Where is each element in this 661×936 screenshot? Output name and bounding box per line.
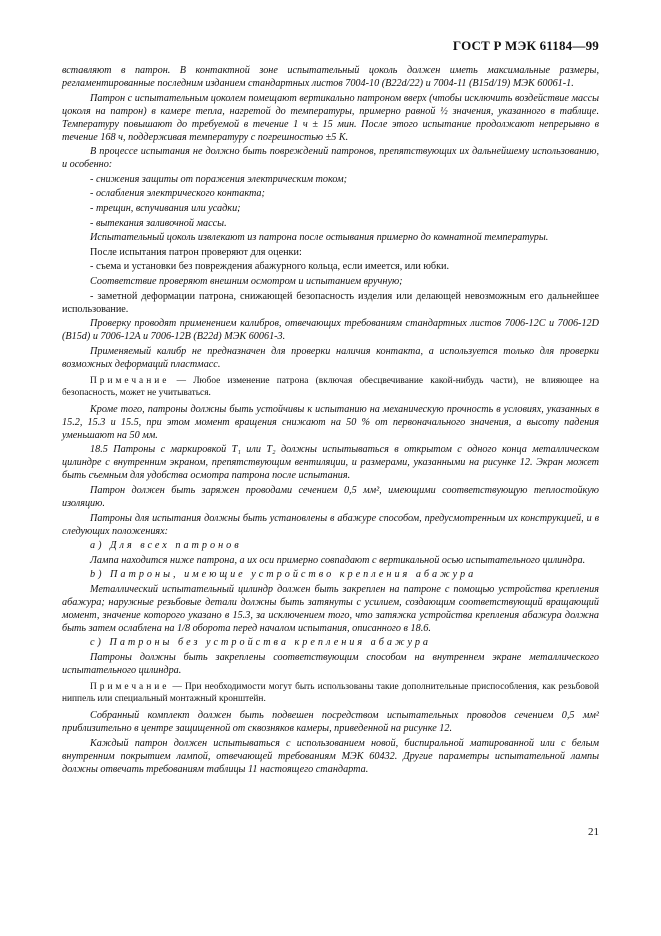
- paragraph-no-damage: В процессе испытания не должно быть повреждений патронов, препятствующих их дальнейшему использованию, и особенно:: [62, 146, 599, 171]
- note-text: — Любое изменение патрона (включая обесцвечивание какой-нибудь части), не влияющее на безопасность, может не учитываться.: [62, 375, 599, 398]
- item-a-heading: а) Для всех патронов: [90, 540, 242, 552]
- paragraph-gauge-note: Применяемый калибр не предназначен для проверки наличия контакта, а используется только для проверки возможных деформаций пластмасс.: [62, 345, 599, 370]
- list-item: - заметной деформации патрона, снижающей безопасность изделия или делающей невозможным его дальнейшее использование.: [62, 290, 599, 315]
- standard-header: ГОСТ Р МЭК 61184—99: [452, 38, 599, 53]
- paragraph-compliance: Соответствие проверяют внешним осмотром и испытанием вручную;: [90, 275, 403, 287]
- note: [62, 375, 599, 399]
- list-item: - съема и установки без повреждения абажурного кольца, если имеется, или юбки.: [90, 261, 450, 273]
- list-item: - снижения защиты от поражения электрическим током;: [90, 173, 347, 185]
- note-label: Примечание: [90, 375, 170, 386]
- paragraph-wiring: Патрон должен быть заряжен проводами сечением 0,5 мм², имеющими соответствующую теплостойкую изоляцию.: [62, 484, 599, 509]
- note-label: Примечание: [90, 682, 170, 693]
- clause-18-5: 18.5 Патроны с маркировкой T₁ или T₂ должны испытываться в открытом с одного конца металлическом цилиндре с внутренним экраном, препятствующим вентиляции, и размерами, указанными на рисунке 12. Экран может быть съемным для удобства осмотра патрона после испытания.: [62, 444, 599, 482]
- document-body: [62, 64, 599, 777]
- note-text: — При необходимости могут быть использованы такие дополнительные приспособления, как резьбовой ниппель или специальный монтажный кронштейн.: [62, 682, 599, 705]
- list-item: - ослабления электрического контакта;: [90, 188, 265, 200]
- paragraph-positions: Патроны для испытания должны быть установлены в абажуре способом, предусмотренным их конструкцией, и в следующих положениях:: [62, 512, 599, 537]
- item-c-heading: с) Патроны без устройства крепления абажура: [90, 637, 432, 649]
- paragraph-lamp: Каждый патрон должен испытываться с использованием новой, биспиральной матированной или с белым внутренним покрытием лампой, отвечающей требованиям МЭК 60432. Другие параметры испытательной лампы должны отвечать требованиям таблицы 11 настоящего стандарта.: [62, 737, 599, 775]
- page-number: 21: [588, 826, 599, 838]
- item-a-text: Лампа находится ниже патрона, а их оси примерно совпадают с вертикальной осью испытательного цилиндра.: [90, 554, 586, 566]
- list-item: - трещин, вспучивания или усадки;: [90, 202, 241, 214]
- item-c-text: Патроны должны быть закреплены соответствующим способом на внутреннем экране металлического испытательного цилиндра.: [62, 652, 599, 677]
- item-b-text: Металлический испытательный цилиндр должен быть закреплен на патроне с помощью устройства крепления абажура; наружные резьбовые детали должны быть затянуты с усилием, создающим соответствующий вращающий момент, значение которого указано в 15.3, за исключением того, что затяжка устройства крепления абажура должна быть затем ослаблена на 1/8 оборота перед началом испытания, описанного в 18.6.: [62, 583, 599, 634]
- item-b-heading: b) Патроны, имеющие устройство крепления абажура: [90, 569, 477, 581]
- paragraph-check: После испытания патрон проверяют для оценки:: [90, 246, 302, 258]
- paragraph-remove-base: Испытательный цоколь извлекают из патрона после остывания примерно до комнатной температуры.: [90, 232, 549, 244]
- paragraph-mechanical: Кроме того, патроны должны быть устойчивы к испытанию на механическую прочность в условиях, указанных в 15.2, 15.3 и 15.5, при этом момент вращения снижают на 50 % от первоначального значения, а высоту падения уменьшают на 50 мм.: [62, 403, 599, 441]
- paragraph-heat-test: Патрон с испытательным цоколем помещают вертикально патроном вверх (чтобы исключить воздействие массы цоколя на патрон) в камере тепла, нагретой до температуры, примерно равной ½ значения, указанного в таблице. Температуру повышают до требуемой в течение 1 ч ± 15 мин. После этого испытание продолжают непрерывно в течение 168 ч, поддерживая температуру с погрешностью ±5 К.: [62, 92, 599, 143]
- paragraph-gauges: Проверку проводят применением калибров, отвечающих требованиям стандартных листов 7006-12C и 7006-12D (B15d) и 7006-12A и 7006-12B (B22d) МЭК 60061-3.: [62, 318, 599, 343]
- note: [62, 681, 599, 705]
- paragraph-cont: вставляют в патрон. В контактной зоне испытательный цоколь должен иметь максимальные размеры, регламентированные последним изданием стандартных листов 7004-10 (B22d/22) и 7004-11 (B15d/19) МЭК 60061-1.: [62, 65, 599, 89]
- paragraph-assembly: Собранный комплект должен быть подвешен посредством испытательных проводов сечением 0,5 мм² приблизительно в центре защищенной от сквозняков камеры, приведенной на рисунке 12.: [62, 710, 599, 735]
- list-item: - вытекания заливочной массы.: [90, 217, 227, 229]
